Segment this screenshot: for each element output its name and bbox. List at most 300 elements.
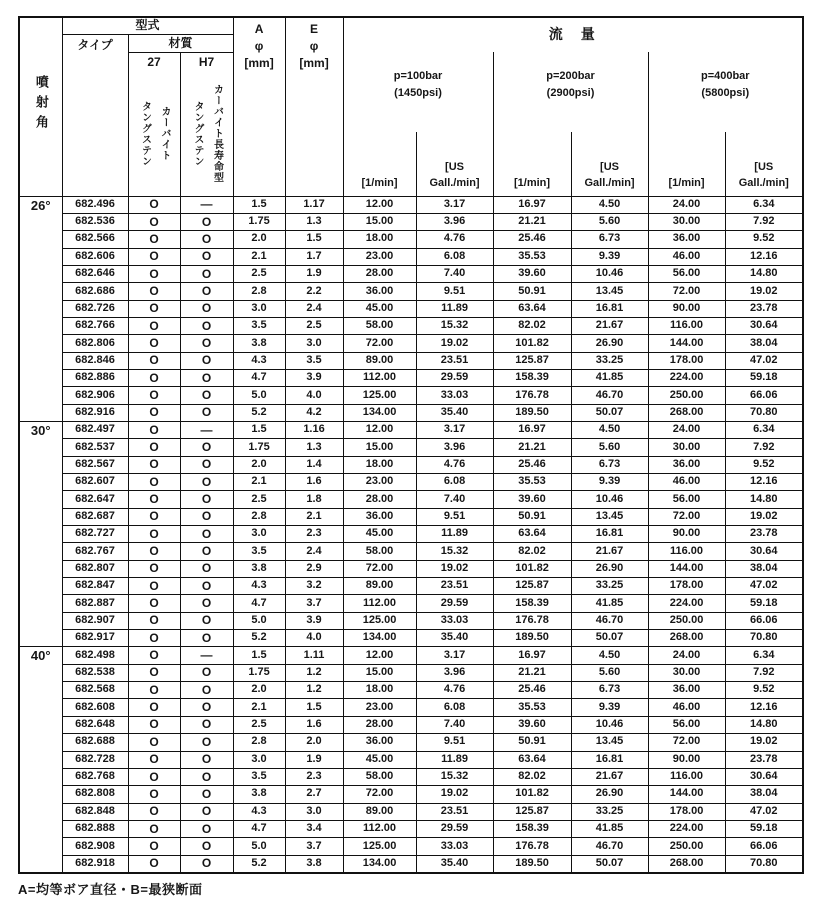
unit-usgal-line1: [US — [600, 160, 619, 173]
flow-value-cell: 30.00 — [648, 213, 725, 230]
flow-value-cell: 10.46 — [571, 265, 648, 282]
type-cell: 682.917 — [62, 630, 128, 647]
bore-a-cell: 4.3 — [233, 803, 285, 820]
flow-value-cell: 28.00 — [343, 491, 416, 508]
table-row — [19, 578, 803, 595]
bore-a-unit: [mm] — [244, 56, 274, 70]
material-h7-mark-cell: O — [180, 404, 233, 421]
unit-lmin-header-100bar: [1/min] — [343, 132, 416, 196]
bore-a-cell: 1.5 — [233, 421, 285, 438]
pressure-400bar-psi: (5800psi) — [701, 86, 750, 99]
flow-value-cell: 30.00 — [648, 664, 725, 681]
flow-value-cell: 3.17 — [416, 196, 493, 213]
bore-a-cell: 2.1 — [233, 474, 285, 491]
flow-value-cell: 134.00 — [343, 630, 416, 647]
material-27-mark-cell: O — [128, 508, 180, 525]
flow-value-cell: 23.51 — [416, 803, 493, 820]
bore-a-phi: φ — [254, 39, 264, 53]
flow-value-cell: 26.90 — [571, 335, 648, 352]
material-h7-mark-cell: O — [180, 317, 233, 334]
flow-value-cell: 15.32 — [416, 543, 493, 560]
bore-a-cell: 3.5 — [233, 543, 285, 560]
flow-value-cell: 63.64 — [493, 526, 571, 543]
material-27-mark-cell: O — [128, 404, 180, 421]
bore-a-cell: 2.0 — [233, 682, 285, 699]
bore-e-cell: 1.4 — [285, 456, 343, 473]
material-h7-mark-cell: — — [180, 647, 233, 664]
flow-value-cell: 14.80 — [725, 716, 803, 733]
bore-e-cell: 2.3 — [285, 526, 343, 543]
table-row — [19, 265, 803, 282]
bore-e-cell: 1.2 — [285, 682, 343, 699]
flow-value-cell: 9.52 — [725, 456, 803, 473]
flow-value-cell: 13.45 — [571, 734, 648, 751]
bore-e-cell: 1.6 — [285, 474, 343, 491]
bore-e-cell: 2.5 — [285, 317, 343, 334]
table-body — [19, 196, 803, 873]
flow-value-cell: 56.00 — [648, 716, 725, 733]
flow-value-cell: 7.40 — [416, 265, 493, 282]
flow-value-cell: 5.60 — [571, 213, 648, 230]
material-27-line-tungsten: タングステン — [139, 100, 151, 167]
material-h7-mark-cell: O — [180, 352, 233, 369]
model-header: 型式 — [62, 17, 233, 34]
flow-value-cell: 72.00 — [343, 335, 416, 352]
bore-e-cell: 1.5 — [285, 231, 343, 248]
flow-value-cell: 178.00 — [648, 578, 725, 595]
flow-value-cell: 45.00 — [343, 751, 416, 768]
table-row — [19, 803, 803, 820]
flow-value-cell: 101.82 — [493, 786, 571, 803]
type-cell: 682.686 — [62, 283, 128, 300]
bore-a-cell: 1.5 — [233, 647, 285, 664]
flow-value-cell: 176.78 — [493, 838, 571, 855]
material-h7-mark-cell: — — [180, 421, 233, 438]
material-h7-mark-cell: O — [180, 387, 233, 404]
material-h7-mark-cell: O — [180, 213, 233, 230]
flow-value-cell: 5.60 — [571, 439, 648, 456]
flow-value-cell: 28.00 — [343, 265, 416, 282]
flow-value-cell: 35.53 — [493, 474, 571, 491]
flow-value-cell: 63.64 — [493, 300, 571, 317]
flow-value-cell: 89.00 — [343, 352, 416, 369]
flow-value-cell: 33.03 — [416, 612, 493, 629]
material-h7-mark-cell: O — [180, 248, 233, 265]
flow-value-cell: 25.46 — [493, 231, 571, 248]
flow-rate-header: 流 量 — [343, 17, 803, 52]
type-header: タイプ — [62, 34, 128, 196]
flow-value-cell: 45.00 — [343, 300, 416, 317]
flow-value-cell: 268.00 — [648, 855, 725, 873]
table-row — [19, 716, 803, 733]
flow-value-cell: 23.51 — [416, 578, 493, 595]
flow-value-cell: 15.00 — [343, 439, 416, 456]
material-h7-mark-cell: O — [180, 734, 233, 751]
flow-value-cell: 125.87 — [493, 803, 571, 820]
material-27-mark-cell: O — [128, 578, 180, 595]
material-h7-description — [181, 74, 233, 194]
material-27-mark-cell: O — [128, 682, 180, 699]
material-h7-mark-cell: O — [180, 578, 233, 595]
flow-value-cell: 15.32 — [416, 768, 493, 785]
flow-value-cell: 178.00 — [648, 803, 725, 820]
material-h7-mark-cell: O — [180, 716, 233, 733]
material-h7-mark-cell: — — [180, 196, 233, 213]
type-cell: 682.847 — [62, 578, 128, 595]
bore-e-cell: 1.16 — [285, 421, 343, 438]
table-row — [19, 699, 803, 716]
bore-e-cell: 1.9 — [285, 751, 343, 768]
bore-a-letter: A — [254, 22, 264, 36]
table-row — [19, 491, 803, 508]
bore-a-cell: 2.5 — [233, 265, 285, 282]
table-row — [19, 404, 803, 421]
flow-value-cell: 158.39 — [493, 820, 571, 837]
type-cell: 682.888 — [62, 820, 128, 837]
flow-value-cell: 39.60 — [493, 716, 571, 733]
material-27-mark-cell: O — [128, 439, 180, 456]
flow-value-cell: 224.00 — [648, 369, 725, 386]
table-row — [19, 352, 803, 369]
flow-value-cell: 29.59 — [416, 369, 493, 386]
flow-value-cell: 6.34 — [725, 196, 803, 213]
flow-value-cell: 189.50 — [493, 630, 571, 647]
table-row — [19, 317, 803, 334]
flow-value-cell: 46.70 — [571, 612, 648, 629]
flow-value-cell: 41.85 — [571, 369, 648, 386]
flow-value-cell: 30.64 — [725, 317, 803, 334]
table-row — [19, 526, 803, 543]
flow-value-cell: 125.00 — [343, 612, 416, 629]
flow-value-cell: 23.00 — [343, 699, 416, 716]
type-cell: 682.607 — [62, 474, 128, 491]
unit-lmin-header-400bar: [1/min] — [648, 132, 725, 196]
material-h7-mark-cell: O — [180, 803, 233, 820]
flow-value-cell: 21.21 — [493, 664, 571, 681]
flow-value-cell: 19.02 — [416, 786, 493, 803]
type-cell: 682.536 — [62, 213, 128, 230]
material-27-mark-cell: O — [128, 231, 180, 248]
type-cell: 682.688 — [62, 734, 128, 751]
bore-e-cell: 3.9 — [285, 612, 343, 629]
flow-value-cell: 19.02 — [725, 283, 803, 300]
pressure-header-400bar — [648, 52, 803, 132]
type-cell: 682.538 — [62, 664, 128, 681]
bore-e-cell: 3.8 — [285, 855, 343, 873]
type-cell: 682.846 — [62, 352, 128, 369]
header-row-1 — [19, 17, 803, 34]
flow-value-cell: 4.76 — [416, 231, 493, 248]
type-cell: 682.537 — [62, 439, 128, 456]
bore-e-unit: [mm] — [299, 56, 329, 70]
material-27-mark-cell: O — [128, 768, 180, 785]
material-h7-mark-cell: O — [180, 664, 233, 681]
pressure-header-200bar — [493, 52, 648, 132]
type-cell: 682.886 — [62, 369, 128, 386]
flow-value-cell: 35.40 — [416, 404, 493, 421]
bore-e-cell: 2.0 — [285, 734, 343, 751]
bore-e-cell: 2.4 — [285, 300, 343, 317]
bore-e-cell: 3.7 — [285, 595, 343, 612]
pressure-200bar-label: p=200bar — [546, 70, 595, 82]
flow-value-cell: 112.00 — [343, 595, 416, 612]
table-row — [19, 751, 803, 768]
table-row — [19, 647, 803, 664]
flow-value-cell: 19.02 — [725, 508, 803, 525]
material-h7-header — [180, 52, 233, 196]
flow-value-cell: 9.39 — [571, 699, 648, 716]
type-cell: 682.907 — [62, 612, 128, 629]
flow-value-cell: 176.78 — [493, 612, 571, 629]
flow-value-cell: 14.80 — [725, 265, 803, 282]
material-27-header — [128, 52, 180, 196]
flow-value-cell: 3.96 — [416, 664, 493, 681]
type-cell: 682.848 — [62, 803, 128, 820]
material-h7-mark-cell: O — [180, 682, 233, 699]
flow-value-cell: 15.00 — [343, 213, 416, 230]
bore-a-cell: 3.8 — [233, 335, 285, 352]
table-row — [19, 734, 803, 751]
type-cell: 682.768 — [62, 768, 128, 785]
type-cell: 682.808 — [62, 786, 128, 803]
type-cell: 682.496 — [62, 196, 128, 213]
table-row — [19, 283, 803, 300]
flow-value-cell: 6.73 — [571, 231, 648, 248]
flow-value-cell: 158.39 — [493, 595, 571, 612]
material-27-mark-cell: O — [128, 335, 180, 352]
flow-value-cell: 59.18 — [725, 595, 803, 612]
material-h7-mark-cell: O — [180, 768, 233, 785]
flow-value-cell: 18.00 — [343, 231, 416, 248]
material-h7-mark-cell: O — [180, 526, 233, 543]
bore-e-header — [285, 17, 343, 196]
spray-angle-cell: 30° — [19, 421, 62, 646]
flow-value-cell: 12.16 — [725, 699, 803, 716]
pressure-100bar-psi: (1450psi) — [394, 86, 442, 99]
bore-a-cell: 2.8 — [233, 734, 285, 751]
flow-value-cell: 9.51 — [416, 734, 493, 751]
table-row — [19, 335, 803, 352]
flow-value-cell: 19.02 — [416, 335, 493, 352]
flow-value-cell: 58.00 — [343, 543, 416, 560]
bore-a-cell: 5.0 — [233, 387, 285, 404]
bore-a-cell: 2.8 — [233, 508, 285, 525]
flow-value-cell: 13.45 — [571, 508, 648, 525]
flow-value-cell: 5.60 — [571, 664, 648, 681]
material-h7-mark-cell: O — [180, 335, 233, 352]
bore-a-cell: 5.2 — [233, 630, 285, 647]
table-row — [19, 612, 803, 629]
flow-value-cell: 250.00 — [648, 838, 725, 855]
flow-value-cell: 36.00 — [343, 283, 416, 300]
flow-value-cell: 12.00 — [343, 647, 416, 664]
flow-value-cell: 112.00 — [343, 820, 416, 837]
flow-value-cell: 23.00 — [343, 474, 416, 491]
bore-e-phi: φ — [309, 39, 319, 53]
material-27-mark-cell: O — [128, 369, 180, 386]
flow-value-cell: 70.80 — [725, 855, 803, 873]
bore-a-cell: 5.2 — [233, 404, 285, 421]
flow-value-cell: 56.00 — [648, 265, 725, 282]
type-cell: 682.918 — [62, 855, 128, 873]
spray-angle-header — [19, 17, 62, 196]
flow-value-cell: 50.07 — [571, 630, 648, 647]
table-row — [19, 543, 803, 560]
type-cell: 682.567 — [62, 456, 128, 473]
bore-a-cell: 3.8 — [233, 786, 285, 803]
flow-value-cell: 59.18 — [725, 369, 803, 386]
flow-value-cell: 125.00 — [343, 387, 416, 404]
flow-value-cell: 24.00 — [648, 196, 725, 213]
flow-value-cell: 50.91 — [493, 508, 571, 525]
bore-a-cell: 5.0 — [233, 838, 285, 855]
material-27-mark-cell: O — [128, 716, 180, 733]
flow-value-cell: 72.00 — [648, 734, 725, 751]
flow-value-cell: 46.70 — [571, 387, 648, 404]
pressure-header-100bar — [343, 52, 493, 132]
flow-value-cell: 189.50 — [493, 855, 571, 873]
flow-value-cell: 39.60 — [493, 491, 571, 508]
material-h7-mark-cell: O — [180, 456, 233, 473]
flow-value-cell: 112.00 — [343, 369, 416, 386]
bore-e-cell: 1.8 — [285, 491, 343, 508]
flow-value-cell: 250.00 — [648, 387, 725, 404]
flow-value-cell: 23.78 — [725, 526, 803, 543]
bore-e-cell: 3.7 — [285, 838, 343, 855]
flow-value-cell: 134.00 — [343, 404, 416, 421]
bore-a-cell: 2.0 — [233, 456, 285, 473]
bore-a-cell: 3.5 — [233, 768, 285, 785]
type-cell: 682.608 — [62, 699, 128, 716]
flow-value-cell: 46.70 — [571, 838, 648, 855]
material-h7-mark-cell: O — [180, 630, 233, 647]
table-row — [19, 768, 803, 785]
material-h7-mark-cell: O — [180, 369, 233, 386]
unit-usgal-line1: [US — [754, 160, 774, 173]
flow-value-cell: 38.04 — [725, 560, 803, 577]
material-27-mark-cell: O — [128, 612, 180, 629]
flow-value-cell: 16.81 — [571, 751, 648, 768]
material-27-mark-cell: O — [128, 474, 180, 491]
flow-value-cell: 70.80 — [725, 630, 803, 647]
table-row — [19, 508, 803, 525]
flow-value-cell: 56.00 — [648, 491, 725, 508]
flow-value-cell: 3.96 — [416, 439, 493, 456]
pressure-100bar-label: p=100bar — [393, 70, 443, 82]
material-h7-mark-cell: O — [180, 838, 233, 855]
type-cell: 682.887 — [62, 595, 128, 612]
bore-a-header — [233, 17, 285, 196]
flow-value-cell: 3.17 — [416, 647, 493, 664]
flow-value-cell: 35.53 — [493, 699, 571, 716]
bore-a-cell: 2.1 — [233, 699, 285, 716]
bore-a-cell: 3.8 — [233, 560, 285, 577]
flow-value-cell: 82.02 — [493, 543, 571, 560]
material-27-mark-cell: O — [128, 664, 180, 681]
flow-value-cell: 11.89 — [416, 526, 493, 543]
flow-value-cell: 15.00 — [343, 664, 416, 681]
flow-value-cell: 11.89 — [416, 300, 493, 317]
flow-value-cell: 178.00 — [648, 352, 725, 369]
type-cell: 682.727 — [62, 526, 128, 543]
bore-a-cell: 3.0 — [233, 751, 285, 768]
type-cell: 682.916 — [62, 404, 128, 421]
flow-value-cell: 10.46 — [571, 716, 648, 733]
flow-value-cell: 3.96 — [416, 213, 493, 230]
flow-value-cell: 144.00 — [648, 335, 725, 352]
bore-a-cell: 3.5 — [233, 317, 285, 334]
flow-value-cell: 70.80 — [725, 404, 803, 421]
flow-value-cell: 24.00 — [648, 647, 725, 664]
flow-value-cell: 23.78 — [725, 751, 803, 768]
material-27-mark-cell: O — [128, 855, 180, 873]
flow-value-cell: 6.08 — [416, 699, 493, 716]
material-27-line-carbide: カーバイト — [159, 106, 170, 161]
flow-value-cell: 144.00 — [648, 560, 725, 577]
type-cell: 682.646 — [62, 265, 128, 282]
type-cell: 682.767 — [62, 543, 128, 560]
flow-value-cell: 189.50 — [493, 404, 571, 421]
flow-value-cell: 116.00 — [648, 543, 725, 560]
type-cell: 682.766 — [62, 317, 128, 334]
flow-value-cell: 12.16 — [725, 474, 803, 491]
flow-value-cell: 144.00 — [648, 786, 725, 803]
bore-a-cell: 1.5 — [233, 196, 285, 213]
material-h7-mark-cell: O — [180, 491, 233, 508]
flow-value-cell: 30.00 — [648, 439, 725, 456]
flow-value-cell: 82.02 — [493, 317, 571, 334]
material-27-mark-cell: O — [128, 820, 180, 837]
flow-value-cell: 47.02 — [725, 352, 803, 369]
unit-usgal-header-100bar — [416, 132, 493, 196]
flow-value-cell: 3.17 — [416, 421, 493, 438]
table-row — [19, 786, 803, 803]
flow-value-cell: 101.82 — [493, 560, 571, 577]
flow-value-cell: 50.91 — [493, 283, 571, 300]
flow-value-cell: 12.16 — [725, 248, 803, 265]
bore-e-cell: 1.5 — [285, 699, 343, 716]
table-row — [19, 595, 803, 612]
flow-value-cell: 66.06 — [725, 387, 803, 404]
material-27-mark-cell: O — [128, 317, 180, 334]
flow-value-cell: 36.00 — [648, 231, 725, 248]
material-27-mark-cell: O — [128, 491, 180, 508]
material-27-mark-cell: O — [128, 213, 180, 230]
material-27-mark-cell: O — [128, 751, 180, 768]
material-h7-mark-cell: O — [180, 855, 233, 873]
flow-value-cell: 16.97 — [493, 421, 571, 438]
flow-value-cell: 50.07 — [571, 404, 648, 421]
type-cell: 682.497 — [62, 421, 128, 438]
flow-value-cell: 36.00 — [648, 682, 725, 699]
flow-value-cell: 90.00 — [648, 300, 725, 317]
bore-e-cell: 2.1 — [285, 508, 343, 525]
table-row — [19, 630, 803, 647]
type-cell: 682.726 — [62, 300, 128, 317]
flow-value-cell: 35.40 — [416, 855, 493, 873]
bore-e-cell: 4.0 — [285, 630, 343, 647]
flow-value-cell: 46.00 — [648, 248, 725, 265]
flow-value-cell: 16.97 — [493, 647, 571, 664]
flow-value-cell: 224.00 — [648, 595, 725, 612]
flow-value-cell: 12.00 — [343, 196, 416, 213]
bore-e-cell: 2.7 — [285, 786, 343, 803]
table-row — [19, 682, 803, 699]
flow-value-cell: 28.00 — [343, 716, 416, 733]
bore-e-cell: 2.3 — [285, 768, 343, 785]
table-row — [19, 196, 803, 213]
flow-value-cell: 4.76 — [416, 682, 493, 699]
